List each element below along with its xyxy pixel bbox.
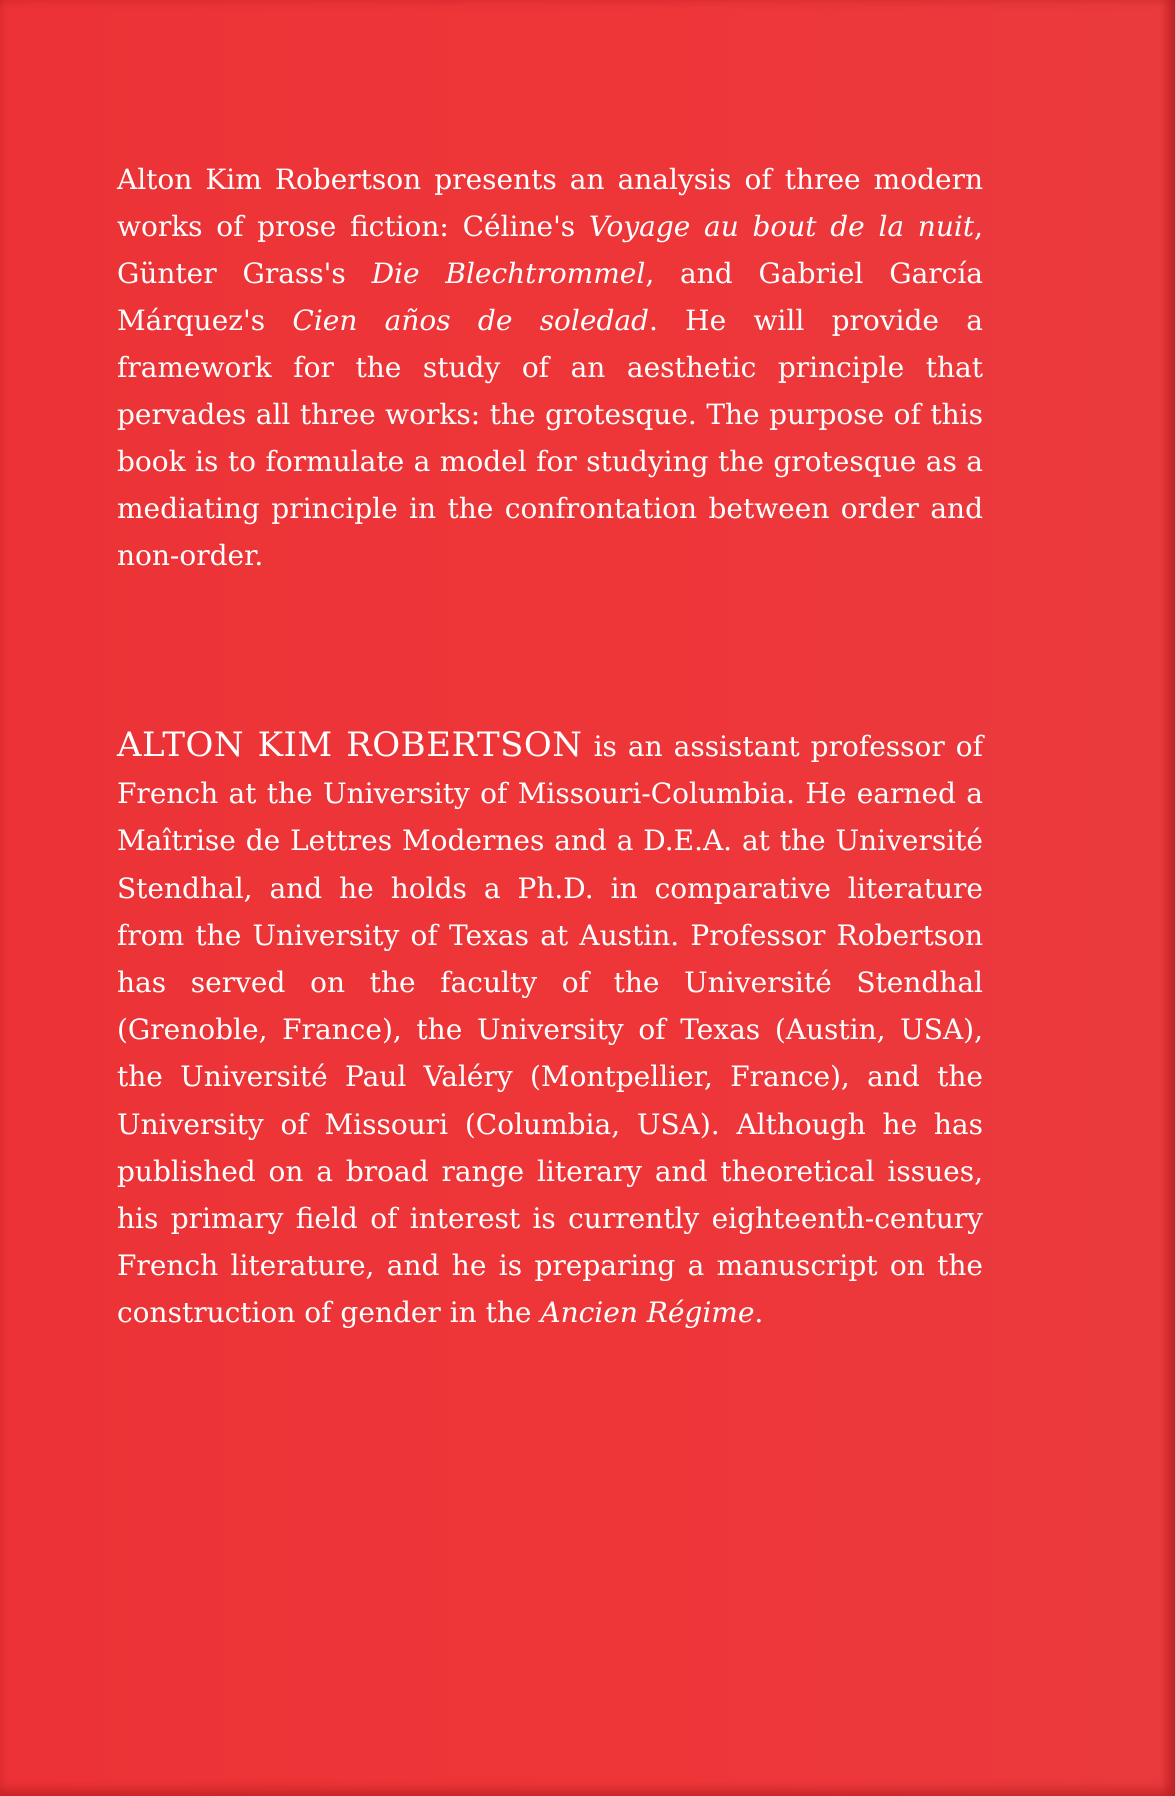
author-bio [117, 722, 983, 1337]
description-text: Alton Kim Robertson presents an analysis of three modern works of prose fiction: Céline's [117, 163, 983, 243]
book-description [117, 156, 983, 579]
description-text: , and Gabriel García Márquez's [117, 257, 983, 337]
author-name: ALTON KIM ROBERTSON [117, 725, 583, 765]
bio-end: . [754, 1296, 764, 1330]
cover-edge-shadow [1161, 0, 1175, 1796]
title-blechtrommel: Die Blechtrommel [371, 257, 646, 290]
description-text: , Günter Grass's [117, 210, 983, 290]
bio-text: is an assistant professor of French at the University of Missouri-Columbia. He earned a Maîtrise de Lettres Modernes and a D.E.A. at the Université Stendhal, and he holds a Ph.D. in comparative literature from the University of Texas at Austin. Professor Robertson has served on the faculty of the Université Stendhal (Grenoble, France), the University of Texas (Austin, USA), the Université Paul Valéry (Montpellier, France), and the University of Missouri (Columbia, USA). Although he has published on a broad range literary and theoretical issues, his primary field of interest is currently eighteenth-century French literature, and he is preparing a manuscript on the construction of gender in the [117, 730, 984, 1330]
italic-ancien-regime: Ancien Régime [540, 1296, 755, 1330]
title-voyage: Voyage au bout de la nuit [588, 210, 975, 243]
title-cien-anos: Cien años de soledad [292, 304, 649, 337]
description-text: . He will provide a framework for the study of an aesthetic principle that pervades all three works: the grotesque. The purpose of this book is to formulate a model for studying the grotesque as a mediating principle in the confrontation between order and non-order. [117, 304, 983, 572]
